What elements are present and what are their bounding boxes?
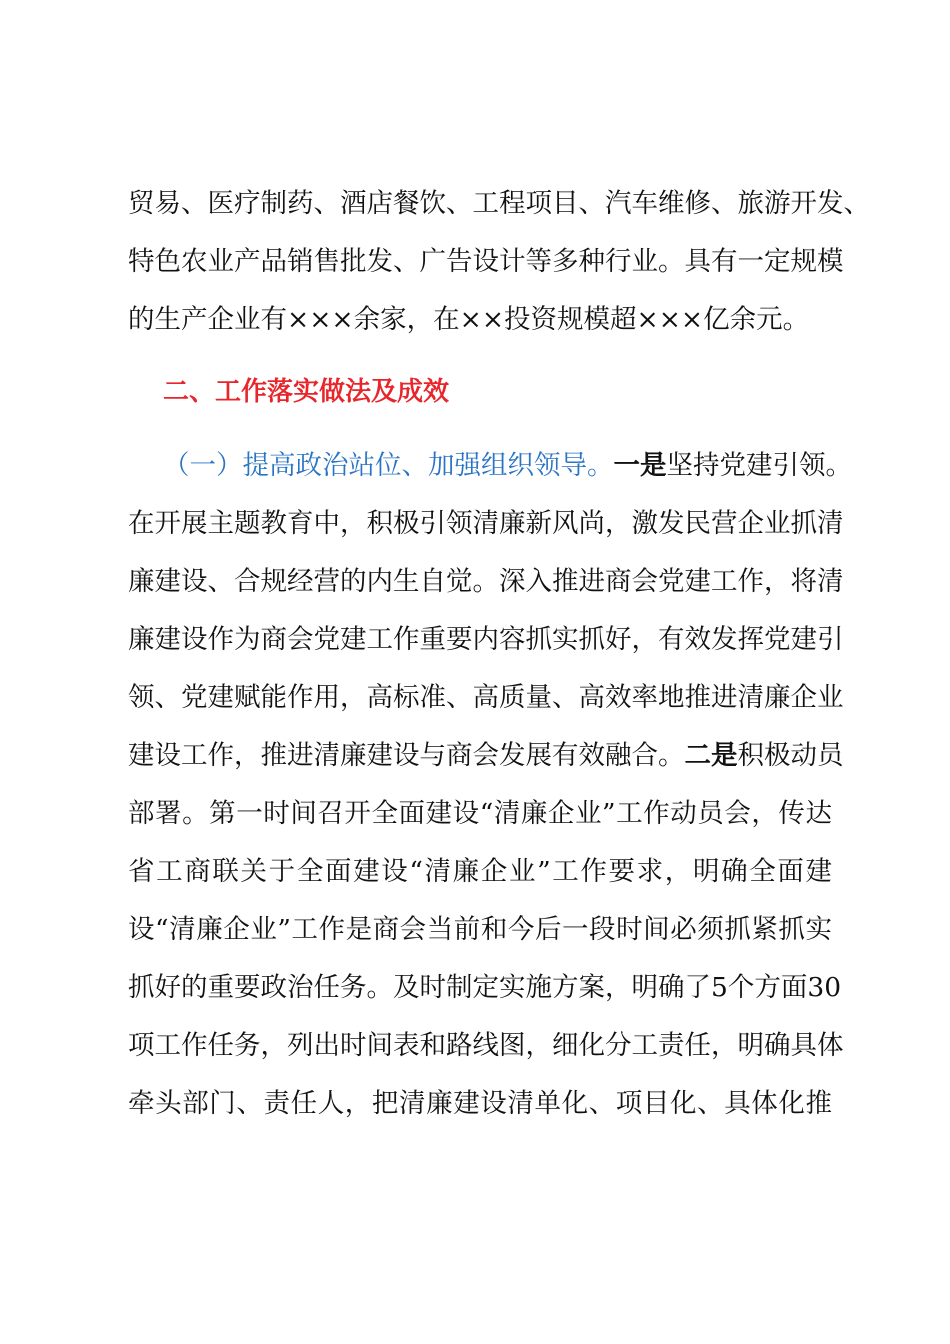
paragraph-line: 牵头部门、责任人，把清廉建设清单化、项目化、具体化推 [128,1088,832,1119]
line-text: 积极动员 [737,740,844,771]
paragraph-line: 设“清廉企业”工作是商会当前和今后一段时间必须抓紧抓实 [128,914,832,945]
lead-bold: 二是 [684,740,738,771]
paragraph-line: 贸易、医疗制药、酒店餐饮、工程项目、汽车维修、旅游开发、 [128,188,870,219]
paragraph-line: 领、党建赋能作用，高标准、高质量、高效率地推进清廉企业 [128,682,844,713]
lead-text: 坚持党建引领。 [666,450,852,481]
section-heading: 二、工作落实做法及成效 [163,377,450,407]
paragraph-line: 在开展主题教育中，积极引领清廉新风尚，激发民营企业抓清 [128,508,844,539]
paragraph-line: 廉建设、合规经营的内生自觉。深入推进商会党建工作，将清 [128,566,844,597]
paragraph-line: 的生产企业有×××余家，在××投资规模超×××亿余元。 [128,304,810,335]
paragraph-line: 抓好的重要政治任务。及时制定实施方案，明确了5个方面30 [128,972,842,1003]
paragraph-line: 廉建设作为商会党建工作重要内容抓实抓好，有效发挥党建引 [128,624,844,655]
subheading: （一）提高政治站位、加强组织领导。 [163,450,614,481]
paragraph-line: 项工作任务，列出时间表和路线图，细化分工责任，明确具体 [128,1030,844,1061]
subheading-line [163,446,852,486]
paragraph-line: 省工商联关于全面建设“清廉企业”工作要求，明确全面建 [128,856,832,887]
lead-bold: 一是 [613,450,667,481]
line-text: 建设工作，推进清廉建设与商会发展有效融合。 [128,740,685,771]
paragraph-line [128,736,844,776]
paragraph-line: 特色农业产品销售批发、广告设计等多种行业。具有一定规模 [128,246,844,277]
paragraph-line: 部署。第一时间召开全面建设“清廉企业”工作动员会，传达 [128,798,832,829]
